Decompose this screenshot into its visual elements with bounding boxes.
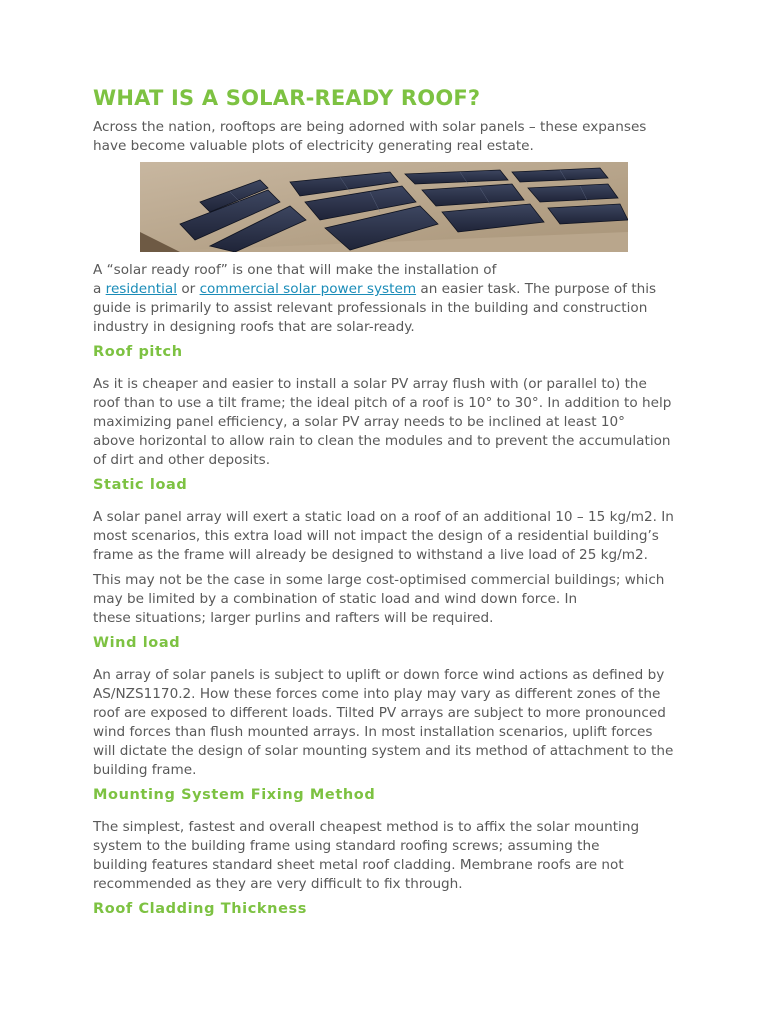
heading-mounting-system: Mounting System Fixing Method [93,787,376,803]
static-load-paragraph-1 [93,508,693,565]
wind-load-line-1: An array of solar panels is subject to uplift or down force wind actions as defined by [93,667,665,683]
roof-pitch-line-1: As it is cheaper and easier to install a solar PV array flush with (or parallel to) the [93,376,647,392]
static-load-p2-line-2: may be limited by a combination of static load and wind down force. In [93,591,578,607]
static-load-p1-line-2: most scenarios, this extra load will not impact the design of a residential building’s [93,528,659,544]
wind-load-paragraph [93,666,693,780]
definition-line-4: industry in designing roofs that are solar-ready. [93,319,415,335]
definition-line-3: guide is primarily to assist relevant professionals in the building and construction [93,300,648,316]
wind-load-line-4: wind forces than flush mounted arrays. In most installation scenarios, uplift forces [93,724,653,740]
wind-load-line-6: building frame. [93,762,197,778]
definition-prefix: a [93,281,106,297]
intro-paragraph [93,118,693,156]
wind-load-line-2: AS/NZS1170.2. How these forces come into play may vary as different zones of the [93,686,661,702]
definition-line-1: A “solar ready roof” is one that will make the installation of [93,262,497,278]
static-load-p2-line-3: these situations; larger purlins and rafters will be required. [93,610,494,626]
roof-pitch-line-3: maximizing panel efficiency, a solar PV array needs to be inclined at least 10° [93,414,625,430]
roof-pitch-line-4: above horizontal to allow rain to clean the modules and to prevent the accumulation [93,433,671,449]
static-load-paragraph-2 [93,571,693,628]
mounting-line-2: system to the building frame using standard roofing screws; assuming the [93,838,600,854]
solar-roof-photo [140,162,628,252]
roof-pitch-line-5: of dirt and other deposits. [93,452,271,468]
intro-line-1: Across the nation, rooftops are being adorned with solar panels – these expanses [93,119,647,135]
wind-load-line-3: roof are exposed to different loads. Tilted PV arrays are subject to more pronounced [93,705,666,721]
wind-load-line-5: will dictate the design of solar mounting system and its method of attachment to the [93,743,674,759]
heading-roof-pitch: Roof pitch [93,344,183,360]
definition-paragraph [93,261,693,337]
mounting-line-4: recommended as they are very difficult to fix through. [93,876,463,892]
solar-panels-image [140,162,628,252]
definition-line-2 [93,280,693,299]
static-load-p1-line-3: frame as the frame will already be designed to withstand a live load of 25 kg/m2. [93,547,648,563]
heading-roof-cladding: Roof Cladding Thickness [93,901,307,917]
heading-wind-load: Wind load [93,635,181,651]
static-load-p2-line-1: This may not be the case in some large cost-optimised commercial buildings; which [93,572,665,588]
mounting-line-3: building features standard sheet metal roof cladding. Membrane roofs are not [93,857,624,873]
roof-pitch-line-2: roof than to use a tilt frame; the ideal pitch of a roof is 10° to 30°. In addition to help [93,395,672,411]
commercial-solar-link[interactable]: commercial solar power system [199,281,417,297]
static-load-p1-line-1: A solar panel array will exert a static load on a roof of an additional 10 – 15 kg/m2. In [93,509,674,525]
mounting-line-1: The simplest, fastest and overall cheapest method is to affix the solar mounting [93,819,640,835]
definition-or: or [177,281,200,297]
intro-line-2: have become valuable plots of electricity generating real estate. [93,138,534,154]
heading-static-load: Static load [93,477,188,493]
roof-pitch-paragraph [93,375,693,470]
mounting-paragraph [93,818,693,894]
definition-suffix: an easier task. The purpose of this [416,281,657,297]
residential-link[interactable]: residential [105,281,177,297]
page-title: WHAT IS A SOLAR-READY ROOF? [93,86,481,110]
